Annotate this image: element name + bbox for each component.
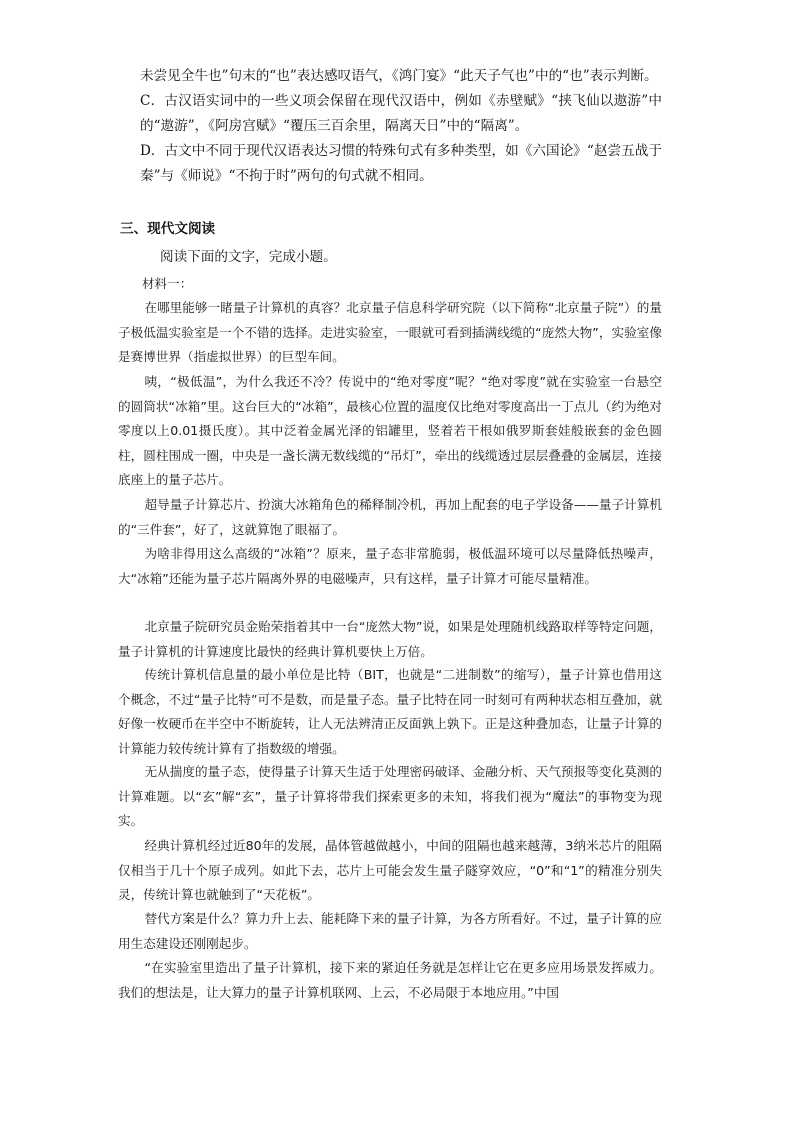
instruction-text: 阅读下面的文字，完成小题。 [160, 249, 337, 265]
paragraph-8: 经典计算机经过近80年的发展，晶体管越做越小，中间的阻隔也越来越薄，3纳米芯片的阻隔仅相当于几十个原子成列。如此下去，芯片上可能会发生量子隧穿效应，“0”和“1”的精准分别失灵，传统计算也就触到了“天花板”。 [118, 838, 662, 903]
section-heading: 三、现代文阅读 [120, 221, 216, 237]
option-c: C．古汉语实词中的一些义项会保留在现代汉语中，例如《赤壁赋》“挟飞仙以遨游”中的“遨游”，《阿房宫赋》“覆压三百余里，隔离天日”中的“隔离”。 [140, 93, 662, 135]
paragraph-1: 在哪里能够一睹量子计算机的真容？北京量子信息科学研究院（以下简称“北京量子院”）的量子极低温实验室是一个不错的选择。走进实验室，一眼就可看到插满线缆的“庞然大物”，实验室像是赛博世界（指虚拟世界）的巨型车间。 [118, 300, 662, 365]
paragraph-10: “在实验室里造出了量子计算机，接下来的紧迫任务就是怎样让它在更多应用场景发挥威力。我们的想法是，让大算力的量子计算机联网、上云，不必局限于本地应用。”中国 [118, 960, 662, 1000]
option-b-tail: 未尝见全牛也”句末的“也”表达感叹语气，《鸿门宴》“此天子气也”中的“也”表示判断。 [140, 68, 658, 84]
paragraph-4: 为啥非得用这么高级的“冰箱”？原来，量子态非常脆弱，极低温环境可以尽量降低热噪声，大“冰箱”还能为量子芯片隔离外界的电磁噪声，只有这样，量子计算才可能尽量精准。 [118, 546, 662, 586]
paragraph-2: 咦，“极低温”，为什么我还不冷？传说中的“绝对零度”呢？“绝对零度”就在实验室一台悬空的圆筒状“冰箱”里。这台巨大的“冰箱”，最核心位置的温度仅比绝对零度高出一丁点儿（约为绝对零度以上0.01摄氏度）。其中泛着金属光泽的铝罐里，竖着若干根如俄罗斯套娃般嵌套的金色圆柱，圆柱围成一圈，中央是一盏长满无数线缆的“吊灯”，牵出的线缆透过层层叠叠的金属层，连接底座上的量子芯片。 [118, 374, 662, 488]
option-d: D．古文中不同于现代汉语表达习惯的特殊句式有多种类型，如《六国论》“赵尝五战于秦”与《师说》“不拘于时”两句的句式就不相同。 [140, 143, 662, 185]
paragraph-6: 传统计算机信息量的最小单位是比特（BIT，也就是“二进制数”的缩写），量子计算也借用这个概念，不过“量子比特”可不是数，而是量子态。量子比特在同一时刻可有两种状态相互叠加，就好像一枚硬币在半空中不断旋转，让人无法辨清正反面孰上孰下。正是这种叠加态，让量子计算的计算能力较传统计算有了指数级的增强。 [118, 667, 662, 756]
material-label: 材料一： [141, 276, 193, 291]
paragraph-5: 北京量子院研究员金贻荣指着其中一台“庞然大物”说，如果是处理随机线路取样等特定问题，量子计算机的计算速度比最快的经典计算机要快上万倍。 [118, 619, 662, 659]
paragraph-9: 替代方案是什么？算力升上去、能耗降下来的量子计算，为各方所看好。不过，量子计算的应用生态建设还刚刚起步。 [118, 911, 662, 951]
paragraph-7: 无从揣度的量子态，使得量子计算天生适于处理密码破译、金融分析、天气预报等变化莫测的计算难题。以“玄”解“玄”，量子计算将带我们探索更多的未知，将我们视为“魔法”的事物变为现实。 [118, 764, 662, 829]
paragraph-3: 超导量子计算芯片、扮演大冰箱角色的稀释制冷机，再加上配套的电子学设备——量子计算机的“三件套”，好了，这就算饱了眼福了。 [118, 497, 662, 537]
